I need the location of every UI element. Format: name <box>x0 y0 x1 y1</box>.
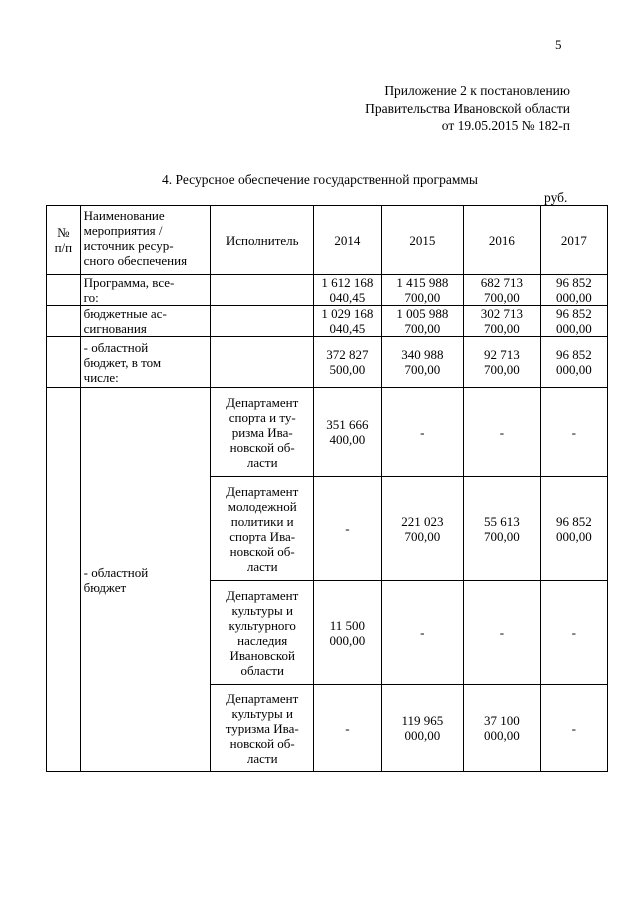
name-line: Программа, все- <box>83 275 175 290</box>
executor-line: новской об- <box>229 735 295 751</box>
executor-line: новской об- <box>229 543 295 559</box>
value-line: 96 852 <box>555 275 592 290</box>
cell-executor <box>211 477 314 581</box>
row-name-regional <box>84 340 208 385</box>
value-line: 040,45 <box>329 290 366 305</box>
header-executor: Исполнитель <box>211 206 314 275</box>
executor-line: молодежной <box>227 498 297 514</box>
value-line: - <box>345 521 350 536</box>
header-text-line: п/п <box>54 240 73 255</box>
cell-value-2015 <box>381 581 464 685</box>
value-line: - <box>571 720 576 736</box>
appendix-header <box>365 82 570 135</box>
value-line: 340 988 <box>401 347 444 362</box>
executor-line: Департамент <box>226 483 299 499</box>
executor-name <box>214 484 310 574</box>
value-line: 700,00 <box>404 528 441 544</box>
executor-line: политики и <box>230 513 294 529</box>
value-line: 000,00 <box>404 728 441 743</box>
value-line: 700,00 <box>404 362 441 377</box>
value-line: 040,45 <box>329 321 366 336</box>
cell-executor <box>211 685 314 772</box>
executor-line: Департамент <box>226 394 299 410</box>
header-text-line: источник ресур- <box>83 238 174 253</box>
cell-value-2016 <box>464 388 541 477</box>
table-row <box>47 388 608 477</box>
cell-value-2014 <box>314 275 381 306</box>
value-line: 221 023 <box>401 513 444 529</box>
cell-value-2015 <box>381 275 464 306</box>
value-line: 700,00 <box>404 321 441 336</box>
header-year-2016: 2016 <box>464 206 541 275</box>
cell-value-2015 <box>381 306 464 337</box>
cell-value-2016 <box>464 477 541 581</box>
executor-line: культуры и <box>231 705 293 721</box>
executor-name <box>214 588 310 678</box>
value-line: 700,00 <box>484 290 520 305</box>
cell-value-2017 <box>540 685 607 772</box>
name-line: сигнования <box>83 321 147 336</box>
cell-name <box>80 306 211 337</box>
executor-line: области <box>240 662 284 678</box>
value-line: 96 852 <box>555 306 592 321</box>
header-year-2017: 2017 <box>540 206 607 275</box>
value-line: 700,00 <box>484 362 520 377</box>
cell-value-2016 <box>464 685 541 772</box>
executor-name <box>214 691 310 766</box>
cell-number <box>47 388 81 772</box>
table-header-row <box>47 206 608 275</box>
row-name-regional-group <box>84 565 208 595</box>
executor-line: Департамент <box>226 587 299 603</box>
value-line: 37 100 <box>484 713 520 728</box>
value-line: 700,00 <box>484 528 520 544</box>
cell-value-2015 <box>381 337 464 388</box>
value-line: 302 713 <box>480 306 524 321</box>
table-row <box>47 306 608 337</box>
table-row <box>47 337 608 388</box>
value-line: 119 965 <box>401 713 444 728</box>
value-line: 700,00 <box>484 321 520 336</box>
name-line: - областной <box>83 339 149 355</box>
cell-executor <box>211 275 314 306</box>
name-line: бюджет <box>83 579 127 595</box>
header-text-line: № <box>57 225 70 240</box>
header-text-line: Наименование <box>83 208 165 223</box>
name-line: бюджетные ас- <box>83 306 167 321</box>
header-number-text <box>50 225 77 255</box>
value-line: 682 713 <box>480 275 524 290</box>
header-text-line: сного обеспечения <box>83 253 188 268</box>
value-line: 1 029 168 <box>321 306 374 321</box>
cell-value-2015 <box>381 388 464 477</box>
executor-line: спорта и ту- <box>228 409 296 425</box>
cell-name <box>80 337 211 388</box>
value-line: - <box>345 720 350 736</box>
executor-line: культуры и <box>231 602 293 618</box>
currency-unit: руб. <box>544 190 568 205</box>
value-line: 351 666 <box>326 417 369 432</box>
executor-line: наследия <box>237 632 288 648</box>
cell-value-2016 <box>464 337 541 388</box>
cell-value-2016 <box>464 306 541 337</box>
value-line: 92 713 <box>484 347 520 362</box>
value-line: 400,00 <box>329 432 366 447</box>
cell-number <box>47 337 81 388</box>
value-line: 1 415 988 <box>396 275 449 290</box>
value-line: 1 005 988 <box>396 306 449 321</box>
cell-value-2017 <box>540 477 607 581</box>
cell-value-2014 <box>314 337 381 388</box>
cell-number <box>47 306 81 337</box>
value-line: - <box>499 625 505 640</box>
row-name-total <box>84 275 208 305</box>
name-line: - областной <box>83 564 149 580</box>
cell-executor <box>211 581 314 685</box>
cell-value-2015 <box>381 477 464 581</box>
executor-name <box>214 395 310 470</box>
value-line: 1 612 168 <box>321 275 374 290</box>
header-year-2014: 2014 <box>314 206 381 275</box>
value-line: - <box>571 424 576 440</box>
executor-line: новской об- <box>229 439 295 455</box>
cell-value-2014 <box>314 581 381 685</box>
cell-group-name <box>80 388 211 772</box>
header-number <box>47 206 81 275</box>
cell-executor <box>211 306 314 337</box>
header-text-line: мероприятия / <box>83 223 163 238</box>
value-line: 96 852 <box>555 513 592 529</box>
value-line: - <box>420 424 425 440</box>
cell-value-2014 <box>314 685 381 772</box>
section-title: 4. Ресурсное обеспечение государственной программы <box>162 172 478 187</box>
cell-value-2017 <box>540 337 607 388</box>
page-number: 5 <box>555 37 562 52</box>
value-line: 000,00 <box>555 290 592 305</box>
executor-line: культурного <box>228 617 296 633</box>
table-row <box>47 275 608 306</box>
row-name-budget <box>84 306 208 336</box>
cell-value-2017 <box>540 306 607 337</box>
cell-value-2014 <box>314 477 381 581</box>
value-line: 000,00 <box>484 728 520 743</box>
value-line: - <box>420 625 425 640</box>
executor-line: ласти <box>246 558 278 574</box>
value-line: 700,00 <box>404 290 441 305</box>
appendix-line: Приложение 2 к постановлению <box>384 83 570 98</box>
cell-value-2017 <box>540 581 607 685</box>
cell-name <box>80 275 211 306</box>
value-line: 55 613 <box>484 513 520 529</box>
cell-executor <box>211 337 314 388</box>
executor-line: спорта Ива- <box>229 528 296 544</box>
value-line: 000,00 <box>555 362 592 377</box>
value-line: 000,00 <box>555 528 592 544</box>
executor-line: Департамент <box>226 690 299 706</box>
name-line: числе: <box>83 369 119 385</box>
cell-value-2015 <box>381 685 464 772</box>
cell-value-2017 <box>540 275 607 306</box>
appendix-line: Правительства Ивановской области <box>365 100 570 116</box>
executor-line: ризма Ива- <box>231 424 293 440</box>
cell-value-2016 <box>464 581 541 685</box>
header-year-2015: 2015 <box>381 206 464 275</box>
cell-value-2014 <box>314 306 381 337</box>
executor-line: Ивановской <box>229 647 295 663</box>
header-name-text <box>84 208 208 268</box>
header-name <box>80 206 211 275</box>
executor-line: туризма Ива- <box>225 720 299 736</box>
cell-value-2017 <box>540 388 607 477</box>
executor-line: ласти <box>246 750 278 766</box>
value-line: 500,00 <box>329 362 366 377</box>
value-line: - <box>499 424 505 440</box>
executor-line: ласти <box>246 454 278 470</box>
resource-table <box>46 205 608 772</box>
value-line: 11 500 <box>329 617 366 633</box>
cell-number <box>47 275 81 306</box>
value-line: 000,00 <box>329 632 366 648</box>
cell-value-2016 <box>464 275 541 306</box>
name-line: бюджет, в том <box>83 354 162 370</box>
name-line: го: <box>83 290 99 305</box>
value-line: 372 827 <box>326 347 369 362</box>
cell-executor <box>211 388 314 477</box>
cell-value-2014 <box>314 388 381 477</box>
value-line: 000,00 <box>555 321 592 336</box>
value-line: - <box>571 625 576 640</box>
value-line: 96 852 <box>555 347 592 362</box>
appendix-line: от 19.05.2015 № 182-п <box>441 118 570 133</box>
